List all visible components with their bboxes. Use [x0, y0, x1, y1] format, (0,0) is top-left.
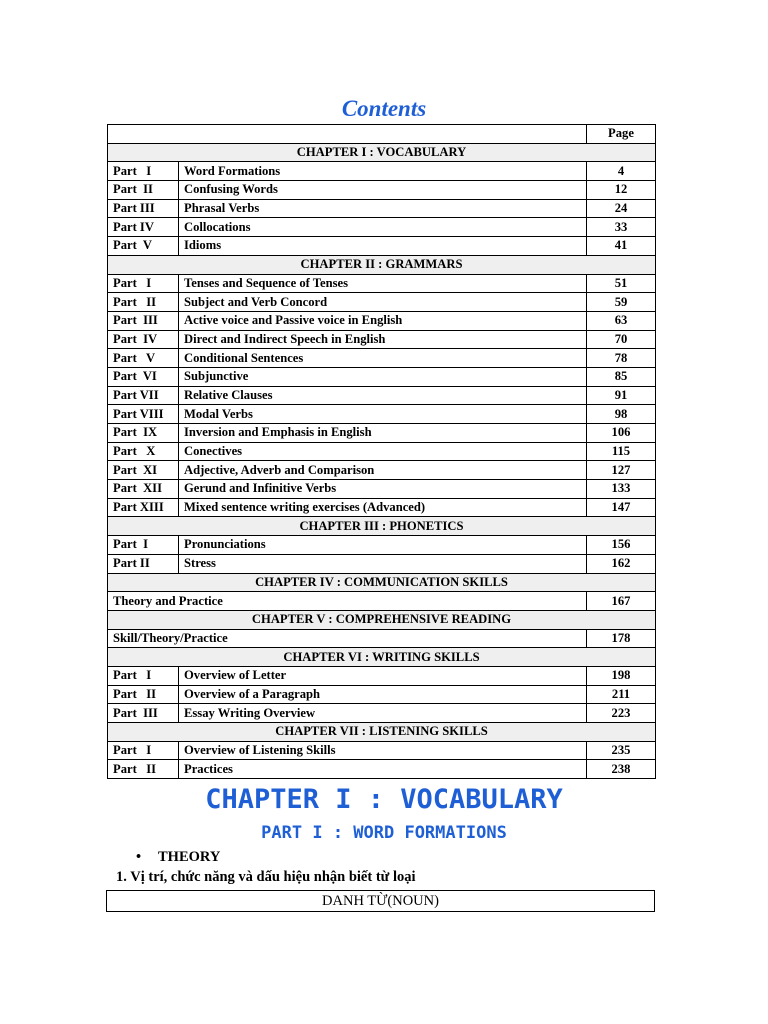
part-label: Part II [108, 181, 179, 200]
entry-title: Word Formations [179, 162, 587, 181]
numbered-heading: 1. Vị trí, chức năng và dấu hiệu nhận biết từ loại [116, 869, 416, 885]
entry-title: Conditional Sentences [179, 349, 587, 368]
page-number: 24 [587, 199, 656, 218]
page-column-header: Page [587, 125, 656, 144]
chapter-row [108, 143, 656, 162]
page-number: 33 [587, 218, 656, 237]
part-label: Part IX [108, 424, 179, 443]
table-of-contents [107, 124, 656, 779]
entry-title: Confusing Words [179, 181, 587, 200]
bullet-dot: • [136, 849, 142, 865]
toc-header-row [108, 125, 656, 144]
chapter-title: CHAPTER III : PHONETICS [108, 517, 656, 536]
chapter-row [108, 517, 656, 536]
chapter-row [108, 573, 656, 592]
chapter-title: CHAPTER II : GRAMMARS [108, 255, 656, 274]
page-number: 156 [587, 536, 656, 555]
entry-title: Stress [179, 554, 587, 573]
chapter-row [108, 723, 656, 742]
toc-row[interactable] [108, 592, 656, 611]
page-number: 85 [587, 367, 656, 386]
part-label: Part I [108, 162, 179, 181]
chapter-heading: CHAPTER I : VOCABULARY [205, 784, 563, 815]
entry-title: Mixed sentence writing exercises (Advanced) [179, 498, 587, 517]
part-label: Part V [108, 237, 179, 256]
entry-title: Gerund and Infinitive Verbs [179, 480, 587, 499]
toc-row[interactable] [108, 741, 656, 760]
entry-title: Relative Clauses [179, 386, 587, 405]
page-number: 211 [587, 685, 656, 704]
toc-row[interactable] [108, 311, 656, 330]
page-number: 12 [587, 181, 656, 200]
part-label: Part II [108, 685, 179, 704]
toc-row[interactable] [108, 405, 656, 424]
page-number: 63 [587, 311, 656, 330]
entry-title: Overview of Letter [179, 666, 587, 685]
part-label: Part X [108, 442, 179, 461]
chapter-row [108, 648, 656, 667]
toc-row[interactable] [108, 162, 656, 181]
part-label: Part V [108, 349, 179, 368]
part-label: Part II [108, 293, 179, 312]
entry-title: Essay Writing Overview [179, 704, 587, 723]
part-label: Part III [108, 704, 179, 723]
entry-title: Overview of a Paragraph [179, 685, 587, 704]
entry-title: Skill/Theory/Practice [108, 629, 587, 648]
page-number: 106 [587, 424, 656, 443]
page-number: 133 [587, 480, 656, 499]
toc-body [108, 125, 656, 779]
toc-row[interactable] [108, 442, 656, 461]
toc-row[interactable] [108, 349, 656, 368]
toc-row[interactable] [108, 480, 656, 499]
chapter-title: CHAPTER V : COMPREHENSIVE READING [108, 610, 656, 629]
toc-row[interactable] [108, 330, 656, 349]
part-label: Part I [108, 666, 179, 685]
entry-title: Modal Verbs [179, 405, 587, 424]
toc-row[interactable] [108, 274, 656, 293]
page-number: 91 [587, 386, 656, 405]
part-label: Part I [108, 274, 179, 293]
page-number: 41 [587, 237, 656, 256]
toc-row[interactable] [108, 218, 656, 237]
entry-title: Subject and Verb Concord [179, 293, 587, 312]
part-label: Part VI [108, 367, 179, 386]
toc-row[interactable] [108, 199, 656, 218]
noun-boxed-heading: DANH TỪ(NOUN) [106, 890, 655, 912]
toc-row[interactable] [108, 685, 656, 704]
chapter-title: CHAPTER IV : COMMUNICATION SKILLS [108, 573, 656, 592]
toc-row[interactable] [108, 498, 656, 517]
toc-row[interactable] [108, 536, 656, 555]
entry-title: Pronunciations [179, 536, 587, 555]
entry-title: Conectives [179, 442, 587, 461]
entry-title: Practices [179, 760, 587, 779]
page-number: 162 [587, 554, 656, 573]
page-number: 147 [587, 498, 656, 517]
toc-row[interactable] [108, 237, 656, 256]
toc-row[interactable] [108, 704, 656, 723]
bullet-text: THEORY [158, 849, 221, 865]
page-number: 235 [587, 741, 656, 760]
contents-title: Contents [341, 96, 427, 121]
page-number: 59 [587, 293, 656, 312]
part-label: Part VII [108, 386, 179, 405]
entry-title: Inversion and Emphasis in English [179, 424, 587, 443]
part-label: Part I [108, 536, 179, 555]
toc-row[interactable] [108, 760, 656, 779]
page-number: 127 [587, 461, 656, 480]
part-label: Part XI [108, 461, 179, 480]
entry-title: Direct and Indirect Speech in English [179, 330, 587, 349]
part-label: Part IV [108, 330, 179, 349]
entry-title: Idioms [179, 237, 587, 256]
toc-row[interactable] [108, 424, 656, 443]
page-number: 198 [587, 666, 656, 685]
part-label: Part III [108, 311, 179, 330]
part-label: Part I [108, 741, 179, 760]
entry-title: Subjunctive [179, 367, 587, 386]
page-number: 78 [587, 349, 656, 368]
entry-title: Active voice and Passive voice in English [179, 311, 587, 330]
toc-row[interactable] [108, 666, 656, 685]
entry-title: Theory and Practice [108, 592, 587, 611]
page-number: 167 [587, 592, 656, 611]
page-number: 70 [587, 330, 656, 349]
page-number: 115 [587, 442, 656, 461]
toc-row[interactable] [108, 386, 656, 405]
entry-title: Collocations [179, 218, 587, 237]
page-number: 223 [587, 704, 656, 723]
chapter-row [108, 255, 656, 274]
toc-row[interactable] [108, 293, 656, 312]
toc-row[interactable] [108, 181, 656, 200]
toc-header-blank [108, 125, 587, 144]
part-label: Part IV [108, 218, 179, 237]
entry-title: Adjective, Adverb and Comparison [179, 461, 587, 480]
part-label: Part II [108, 554, 179, 573]
part-label: Part III [108, 199, 179, 218]
page-number: 4 [587, 162, 656, 181]
chapter-row [108, 610, 656, 629]
toc-row[interactable] [108, 367, 656, 386]
part-label: Part XIII [108, 498, 179, 517]
entry-title: Phrasal Verbs [179, 199, 587, 218]
toc-row[interactable] [108, 554, 656, 573]
part-label: Part XII [108, 480, 179, 499]
theory-bullet [136, 849, 220, 866]
page-number: 98 [587, 405, 656, 424]
toc-row[interactable] [108, 461, 656, 480]
entry-title: Overview of Listening Skills [179, 741, 587, 760]
part-label: Part VIII [108, 405, 179, 424]
part-heading: PART I : WORD FORMATIONS [261, 823, 507, 843]
chapter-title: CHAPTER VI : WRITING SKILLS [108, 648, 656, 667]
part-label: Part II [108, 760, 179, 779]
page-number: 51 [587, 274, 656, 293]
toc-row[interactable] [108, 629, 656, 648]
chapter-title: CHAPTER I : VOCABULARY [108, 143, 656, 162]
page-number: 238 [587, 760, 656, 779]
entry-title: Tenses and Sequence of Tenses [179, 274, 587, 293]
page-number: 178 [587, 629, 656, 648]
chapter-title: CHAPTER VII : LISTENING SKILLS [108, 723, 656, 742]
